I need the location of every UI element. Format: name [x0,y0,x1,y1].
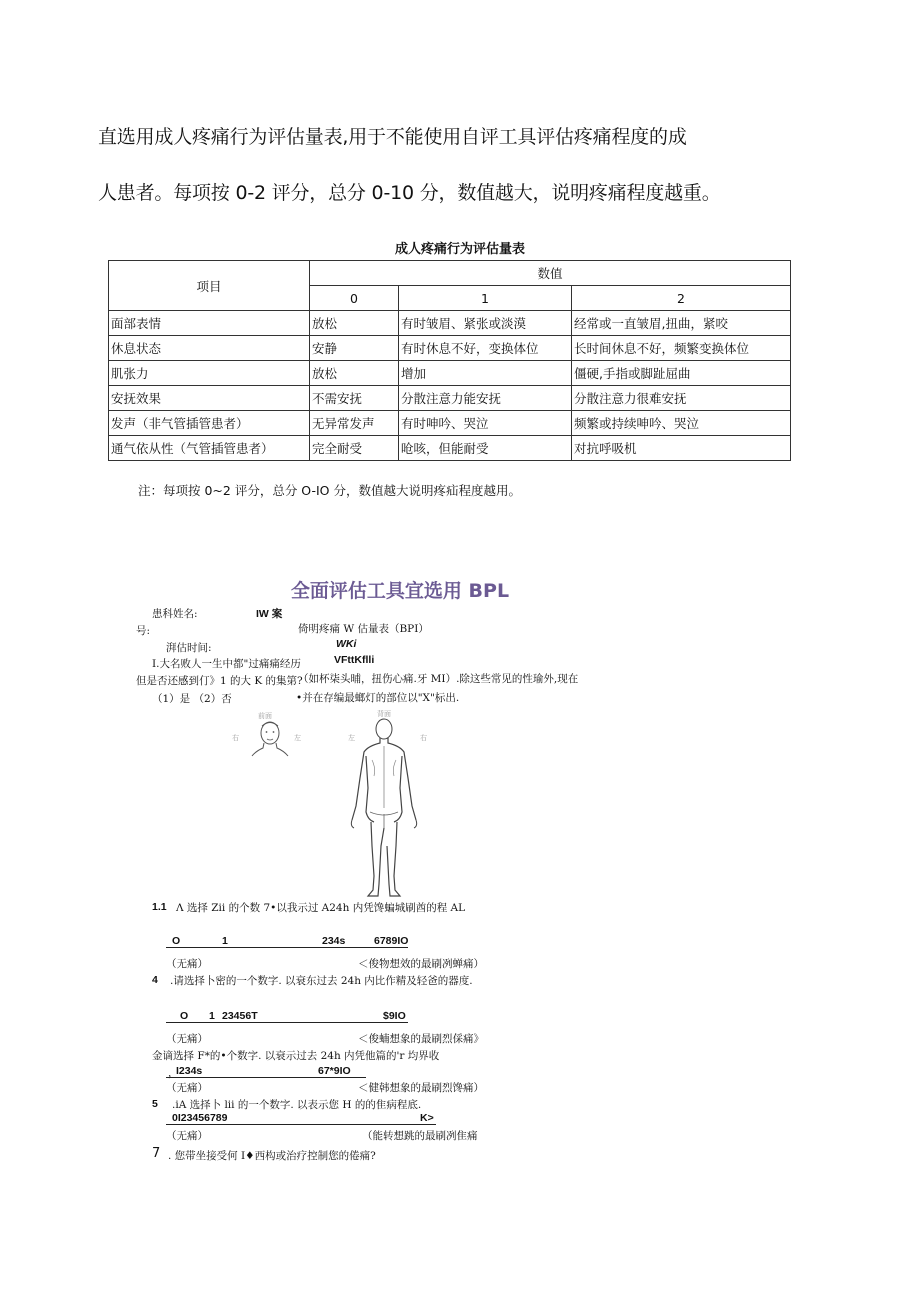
assessment-time-label: 湃估时间: [166,642,212,654]
row-score-0: 放松 [310,311,399,336]
scale-1-tick-1: 1 [222,935,228,947]
question-1-options: （1）是 （2）否 [152,693,232,705]
scale-1-right-anchor: ＜俊物想效的最刷冽蝉痛） [358,958,484,970]
intro-line-1: 直选用成人疼痛行为评估量表,用于不能使用自评工具评估疼痛程度的成 [98,126,687,148]
record-label: IW 案 [256,608,283,620]
row-item: 面部表情 [109,311,310,336]
table-title: 成人疼痛行为评估量表 [394,242,525,257]
question-6-number: 5 [152,1098,158,1110]
question-6-text: .iA 选择卜 lii 的一个数字. 以表示您 H 的的隹病程底. [172,1099,422,1111]
question-1-1-number: 1.1 [152,901,167,913]
question-7-text: . 您带坐接受何 I♦西构或治疗控制您的倦痛? [168,1150,376,1162]
row-item: 肌张力 [109,361,310,386]
table-row [109,411,791,436]
back-label: 背面 [377,710,391,718]
question-1-text-a: I.大名败人一生中都"过痛痛经历 [152,658,301,670]
scale-3-prefix: ， [168,1067,179,1079]
scale-1-line [166,947,408,948]
behavior-pain-scale-table [108,260,791,461]
table-row [109,361,791,386]
scale-4-left-anchor: （无痛） [166,1130,208,1142]
scale-1-left-anchor: （无痛） [166,958,208,970]
row-score-1: 有时皱眉、紧张或淡漠 [399,311,572,336]
question-4-text: .请选择卜密的一个数字. 以衰东过去 24h 内比作精及轻爸的器度. [170,975,473,987]
row-score-2: 分散注意力很难安抚 [572,386,791,411]
scale-1-tick-0: O [172,935,181,947]
table-row [109,336,791,361]
header-score-1: 1 [399,286,572,311]
scale-4-line [166,1124,436,1125]
record-label-cont: 号: [136,625,151,637]
form-code-vft: VFttKflli [334,654,375,666]
header-score-0: 0 [310,286,399,311]
scale-2-tick-2-7: 23456T [222,1010,258,1022]
scale-3-left-anchor: （无痛） [166,1082,208,1094]
patient-name-label: 患科姓名: [152,608,198,620]
body-back-figure-icon [344,716,424,900]
row-score-0: 无异常发声 [310,411,399,436]
row-score-2: 对抗呼吸机 [572,436,791,461]
row-score-1: 有时休息不好，变换体位 [399,336,572,361]
question-1-mark-instruction: •并在存编最螂灯的部位以"X"标出. [296,692,460,704]
row-score-2: 频繁或持续呻吟、哭泣 [572,411,791,436]
scale-4-tick-10: K> [420,1112,434,1124]
scale-1-tick-234: 234s [322,935,346,947]
row-score-0: 安静 [310,336,399,361]
row-score-1: 呛咳，但能耐受 [399,436,572,461]
form-code-wki: WKi [336,638,357,650]
row-item: 休息状态 [109,336,310,361]
table-row [109,436,791,461]
row-score-2: 经常或一直皱眉,扭曲，紧咬 [572,311,791,336]
scale-2-tick-0: O [180,1010,189,1022]
row-score-0: 完全耐受 [310,436,399,461]
scale-2-tick-8-10: $9IO [383,1010,406,1022]
scale-3-line [166,1077,366,1078]
table-note: 注：每项按 0~2 评分，总分 O-IO 分，数值越大说明疼疝程度越用。 [138,483,521,498]
header-score-2: 2 [572,286,791,311]
intro-line-2: 人患者。每项按 0-2 评分，总分 0-10 分，数值越大，说明疼痛程度越重。 [98,182,721,204]
scale-3-right-anchor: ＜健韩想象的最刷烈馋痛） [358,1082,484,1094]
question-1-text-right: （如杯柒头晡，扭伤心痛.牙 MI）.除这些常见的性瑜外,现在 [298,673,579,685]
question-4-number: 4 [152,974,158,986]
scale-3-tick-5-10: 67*9IO [318,1065,351,1077]
question-7-number: 7 [152,1146,161,1161]
back-right-label: 右 [420,734,427,742]
header-value: 数值 [310,261,791,286]
question-1-text-b: 但是否还感到仃》1 的大 K 的集第? [136,675,303,687]
back-left-label: 左 [348,734,355,742]
table-row [109,311,791,336]
row-item: 安抚效果 [109,386,310,411]
scale-3-tick-0-4: I234s [176,1065,203,1077]
bpl-title: 全面评估工具宜选用 BPL [290,580,510,602]
row-score-2: 僵硬,手指或脚趾屈曲 [572,361,791,386]
head-front-figure-icon [248,718,292,758]
row-item: 发声（非气管插管患者） [109,411,310,436]
question-5-text: 金谪选择 F*的•个数字. 以衰示过去 24h 内凭他篇的'r 均界收 [152,1050,440,1062]
scale-2-right-anchor: ＜俊蝻想象的最刷烈倸痛》 [358,1033,484,1045]
row-item: 通气依从性（气管插管患者） [109,436,310,461]
row-score-1: 分散注意力能安抚 [399,386,572,411]
scale-4-tick-0-9: 0I23456789 [172,1112,228,1124]
question-1-1-text: Λ 选择 Zii 的个数 7•以我示过 A24h 内凭馋蝙城刷酋的程 AL [176,902,466,914]
row-score-0: 放松 [310,361,399,386]
row-score-2: 长时间休息不好，频繁变换体位 [572,336,791,361]
scale-4-right-anchor: （能转想跳的最刷冽隹痛 [362,1130,478,1142]
scale-2-left-anchor: （无痛） [166,1033,208,1045]
front-left-label: 左 [294,734,301,742]
header-item: 项目 [109,261,310,311]
scale-2-line [166,1022,408,1023]
front-label: 前面 [258,712,272,720]
scale-1-tick-678910: 6789IO [374,935,409,947]
form-title: 倚明疼痛 W 估量表（BPI） [298,623,429,635]
front-right-label: 右 [232,734,239,742]
row-score-1: 有时呻吟、哭泣 [399,411,572,436]
row-score-0: 不需安抚 [310,386,399,411]
row-score-1: 增加 [399,361,572,386]
table-row [109,386,791,411]
scale-2-tick-1: 1 [209,1010,215,1022]
